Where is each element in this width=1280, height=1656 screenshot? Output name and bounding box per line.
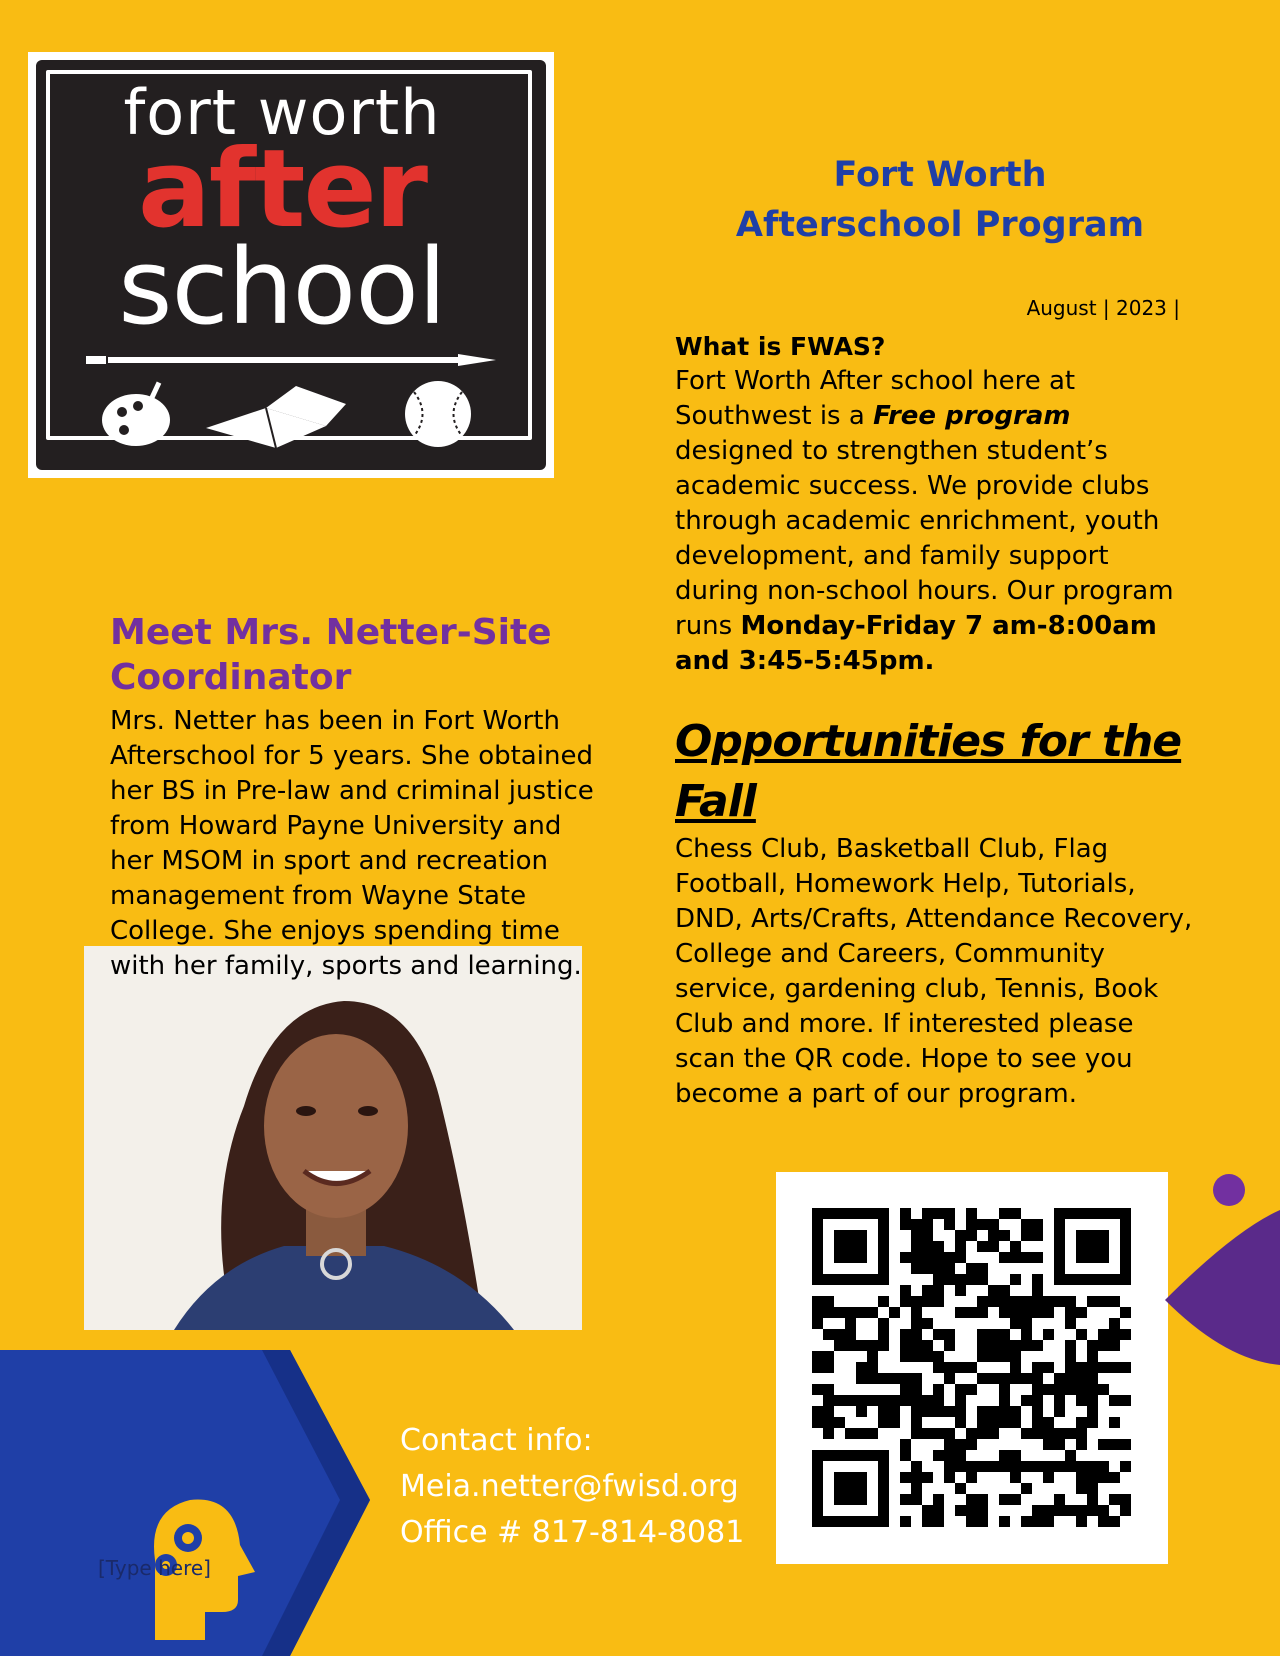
paint-palette-icon bbox=[102, 381, 170, 446]
contact-info bbox=[400, 1418, 744, 1556]
fwas-text-1: Fort Worth After school here at Southwest is a bbox=[675, 366, 1076, 431]
logo-text-after: after bbox=[137, 127, 426, 252]
baseball-icon bbox=[405, 381, 471, 447]
qr-code[interactable] bbox=[776, 1172, 1168, 1564]
program-title bbox=[700, 150, 1180, 250]
decorative-shapes bbox=[1165, 1170, 1280, 1370]
free-program-emphasis: Free program bbox=[873, 401, 1071, 431]
opportunities-heading: Opportunities for the Fall bbox=[675, 716, 1182, 827]
program-hours: Monday-Friday 7 am-8:00am and 3:45-5:45pm. bbox=[675, 611, 1157, 676]
bottom-banner bbox=[0, 1350, 400, 1656]
fwas-text-2: designed to strengthen student’s academic success. We provide clubs through academic enrichment, youth development, and family support during non-school hours. Our program runs bbox=[675, 436, 1174, 641]
book-icon bbox=[206, 386, 346, 448]
fwas-heading: What is FWAS? bbox=[675, 332, 886, 361]
pencil-icon bbox=[86, 350, 506, 370]
date-line: August | 2023 | bbox=[1026, 296, 1180, 320]
logo-text-fort-worth: fort worth bbox=[123, 76, 441, 149]
opportunities-body: Chess Club, Basketball Club, Flag Football, Homework Help, Tutorials, DND, Arts/Crafts, Attendance Recovery, College and Careers, Community service, gardening club, Tennis, Book Club and more. If interested please scan the QR code. Hope to see you become a part of our program. bbox=[675, 834, 1193, 1109]
type-here-placeholder: [Type here] bbox=[98, 1556, 211, 1580]
contact-label: Contact info: bbox=[400, 1423, 593, 1458]
contact-email[interactable]: Meia.netter@fwisd.org bbox=[400, 1469, 739, 1504]
portrait-image bbox=[84, 946, 582, 1330]
coordinator-photo bbox=[84, 946, 582, 1330]
logo-icons bbox=[96, 378, 496, 452]
logo-chalkboard bbox=[36, 60, 546, 470]
program-title-line1: Fort Worth bbox=[833, 155, 1047, 195]
qr-code-image bbox=[776, 1172, 1168, 1564]
program-title-line2: Afterschool Program bbox=[735, 205, 1145, 245]
meet-body: Mrs. Netter has been in Fort Worth Afterschool for 5 years. She obtained her BS in Pre-law and criminal justice from Howard Payne University and her MSOM in sport and recreation management from Wayne State College. She enjoys spending time with her family, sports and learning. bbox=[110, 706, 594, 981]
logo bbox=[28, 52, 554, 478]
contact-phone: Office # 817-814-8081 bbox=[400, 1515, 745, 1550]
logo-text-school: school bbox=[118, 226, 446, 348]
fwas-body bbox=[675, 364, 1195, 679]
meet-heading: Meet Mrs. Netter-Site Coordinator bbox=[110, 612, 552, 698]
